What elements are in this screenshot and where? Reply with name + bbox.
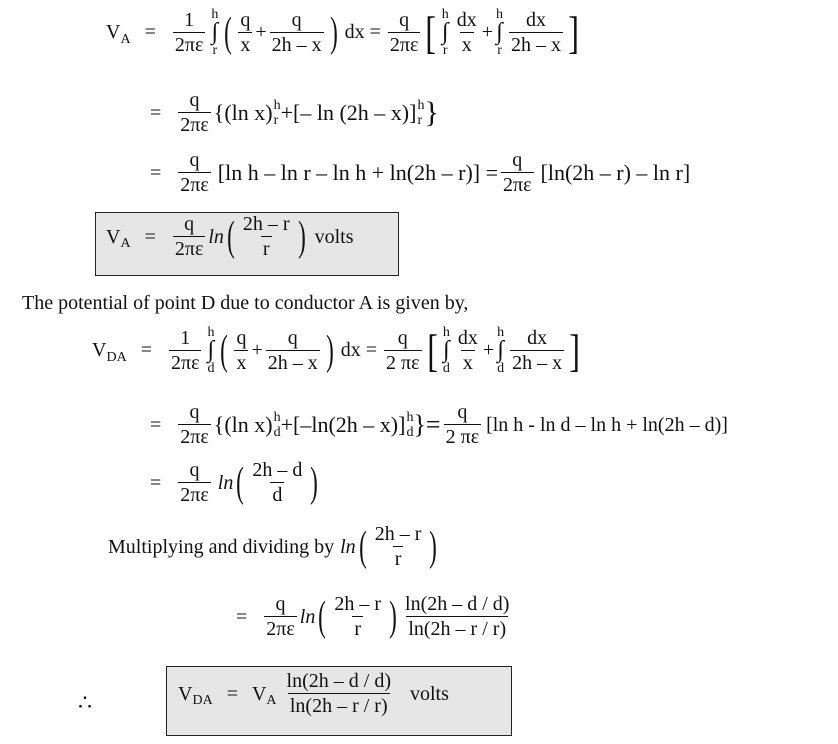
unit-volts: volts (314, 225, 354, 248)
frac-2h-d-over-d: 2h – d d (252, 459, 303, 506)
frac-q-over-2pieps: $\frac{q}{2\pi\varepsilon}$ (389, 8, 419, 56)
integral-r-h: h ∫ r (211, 7, 219, 58)
eq-vda-ratio: = q 2πε ln ( 2h – r r ) ln(2h – d / d) ln(2h – r / r) (236, 593, 510, 640)
integral-r-h-2: h ∫ r (441, 7, 449, 58)
frac-dx-over-2h-x: dx 2h – x (511, 8, 562, 56)
eq-vda-integral: V DA = 1 2πε h ∫ d ( q x + $\frac{q}{2h - x}$ ) dx = $\frac{q}{2 \pi\varepsilon}$ [ h ∫ d dx x + h ∫ d dx 2h – x ] (92, 324, 581, 376)
ln-2h-x-term: +[– ln (2h – x)] (280, 100, 417, 125)
frac-one-over-2pieps: 1 2πε (174, 8, 204, 56)
frac-q-over-2pieps: q 2πε (180, 89, 209, 136)
eq-va-expanded: = q 2πε [ln h – ln r – ln h + ln(2h – r)] = $\frac{q}{2\pi\varepsilon}$ [ln(2h – r) – ln r] (150, 149, 691, 196)
therefore-symbol: ∴ (78, 690, 92, 715)
equals: = (144, 21, 156, 44)
frac-q-over-2h-x: $\frac{q}{2h - x}$ (271, 8, 322, 56)
va-subscript: A (120, 31, 131, 47)
frac-q-over-2pieps-b: $\frac{q}{2\pi\varepsilon}$ (503, 149, 532, 196)
integral-d-h: h ∫ d (207, 325, 215, 376)
ln-expansion: [ln h – ln r – ln h + ln(2h – r)] = (217, 160, 499, 185)
eq-va-result: V A = q 2πε ln ( 2h – r r ) volts (106, 213, 354, 260)
frac-dx-over-x: dx x (456, 8, 477, 56)
frac-ln-ratio-final: ln(2h – d / d) ln(2h – r / r) (286, 670, 391, 717)
text-potential-d: The potential of point D due to conductor A is given by, (22, 292, 469, 314)
eq-vda-result: V DA = V A ln(2h – d / d) ln(2h – r / r) volts (178, 670, 449, 717)
eq-vda-ln: = q 2πε ln ( 2h – d d ) (150, 459, 319, 506)
ln-x-term: {(ln x) (213, 100, 273, 125)
eq-vda-evaluated: = q 2πε {(ln x) h d +[–ln(2h – x)] h d }= $\frac{q}{2 \pi\varepsilon}$ [ln h - ln d – ln h + ln(2h – d)] (150, 401, 728, 448)
frac-q-over-x: q x (240, 8, 251, 56)
text-multiplying: Multiplying and dividing by ln ( 2h – r r ) (108, 523, 438, 570)
frac-ln-ratio: ln(2h – d / d) ln(2h – r / r) (405, 593, 510, 640)
frac-q-over-2pieps: q 2πε (180, 149, 209, 196)
eq-va-evaluated: = q 2πε {(ln x) h r +[– ln (2h – x)] h r } (150, 89, 439, 136)
ln-difference: [ln(2h – r) – ln r] (540, 160, 691, 185)
eq-va-integral: V A = 1 2πε h ∫ r ( q x + $\frac{q}{2h - x}$ ) dx = $\frac{q}{2\pi\varepsilon}$ [ h ∫ r dx x + h ∫ r dx 2h – x ] (106, 6, 580, 58)
frac-2h-r-over-r: 2h – r r (242, 213, 290, 260)
va-symbol: V (106, 21, 121, 44)
integral-r-h-3: h ∫ r (496, 7, 504, 58)
frac-q-over-2pieps: q 2πε (174, 213, 204, 260)
